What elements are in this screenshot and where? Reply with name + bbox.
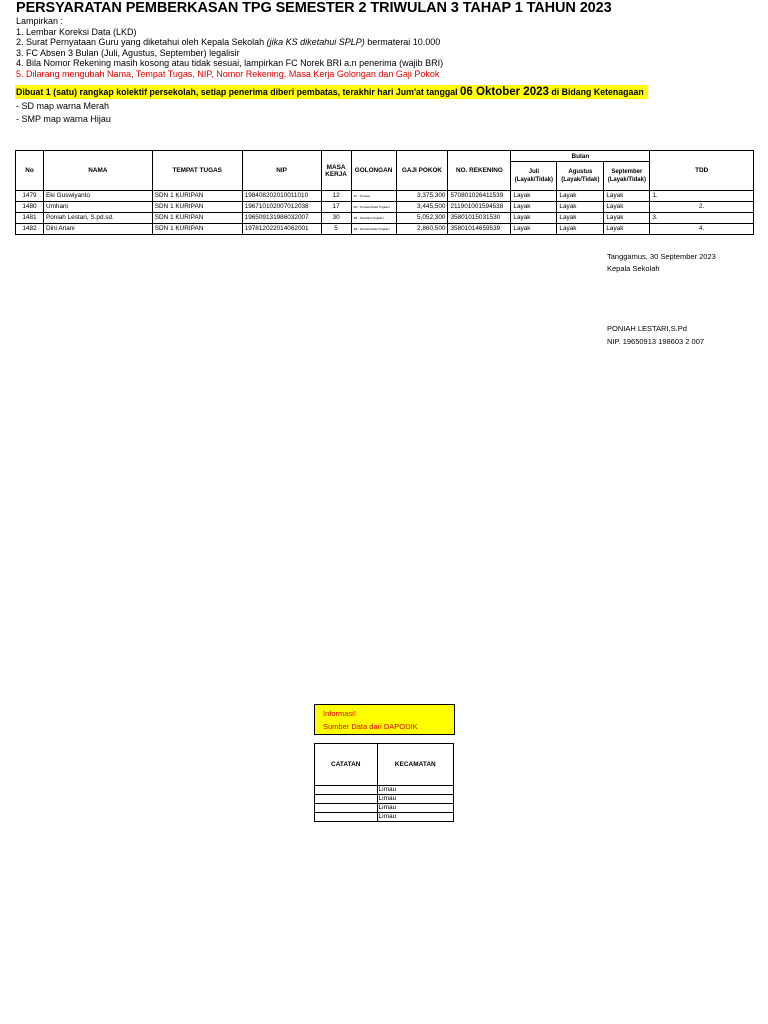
- row-status-september: Layak: [604, 213, 650, 224]
- row-golongan: 3C - Penata: [351, 191, 396, 202]
- catatan-row: [315, 795, 454, 804]
- row-masa-kerja: 17: [321, 202, 351, 213]
- header-kecamatan: KECAMATAN: [377, 744, 453, 786]
- map-color-notes: [16, 100, 111, 125]
- attachment-item-3: 3. FC Absen 3 Bulan (Juli, Agustus, September) legalisir: [16, 47, 240, 58]
- attachment-item-2-text: 2. Surat Pernyataan Guru yang diketahui oleh Kepala Sekolah: [16, 37, 267, 48]
- row-status-agustus: Layak: [557, 191, 604, 202]
- table-row: [16, 202, 754, 213]
- header-no-rekening: NO. REKENING: [448, 151, 511, 191]
- row-status-september: Layak: [604, 224, 650, 235]
- row-tempat-tugas: SDN 1 KURIPAN: [152, 191, 242, 202]
- row-tempat-tugas: SDN 1 KURIPAN: [152, 213, 242, 224]
- header-september: September (Layak/Tidak): [604, 162, 650, 191]
- row-status-agustus: Layak: [557, 213, 604, 224]
- row-no-rekening: 211901001594538: [448, 202, 511, 213]
- attachment-item-2-note: (jika KS diketahui SPLP): [266, 37, 365, 48]
- row-no: 1480: [16, 202, 44, 213]
- row-nip: 196509131986032007: [242, 213, 321, 224]
- header-gaji-pokok: GAJI POKOK: [396, 151, 448, 191]
- header-bulan: Bulan: [511, 151, 650, 162]
- row-status-agustus: Layak: [557, 202, 604, 213]
- row-gaji-pokok: 3,375,300: [396, 191, 448, 202]
- row-masa-kerja: 12: [321, 191, 351, 202]
- row-no-rekening: 35801015031530: [448, 213, 511, 224]
- document-title: PERSYARATAN PEMBERKASAN TPG SEMESTER 2 TRIWULAN 3 TAHAP 1 TAHUN 2023: [16, 0, 612, 16]
- smp-map-note: - SMP map warna Hijau: [16, 113, 111, 124]
- attachment-item-1: 1. Lembar Koreksi Data (LKD): [16, 26, 137, 37]
- row-status-juli: Layak: [511, 202, 557, 213]
- row-golongan: 4B - Pembina Tingkat I: [351, 213, 396, 224]
- signature-name: PONIAH LESTARI,S.Pd: [607, 324, 687, 333]
- catatan-row: [315, 804, 454, 813]
- header-tempat-tugas: TEMPAT TUGAS: [152, 151, 242, 191]
- attachment-item-2-suffix: bermaterai 10.000: [364, 37, 441, 48]
- teacher-table: [15, 150, 754, 235]
- catatan-cell-kecamatan: Limau: [377, 813, 453, 822]
- catatan-row: [315, 813, 454, 822]
- catatan-cell-catatan: [315, 795, 378, 804]
- header-tdd: TDD: [650, 151, 754, 191]
- sd-map-note: - SD map warna Merah: [16, 101, 110, 111]
- header-nip: NIP: [242, 151, 321, 191]
- attachments-heading: Lampirkan :: [16, 16, 64, 26]
- header-nama: NAMA: [43, 151, 152, 191]
- catatan-cell-catatan: [315, 786, 378, 795]
- row-status-september: Layak: [604, 202, 650, 213]
- deadline-notice-text: Dibuat 1 (satu) rangkap kolektif persekolah, setiap penerima diberi pembatas, terakhir hari Jum'at tanggal: [16, 87, 461, 97]
- row-nama: Dini Ariani: [43, 224, 152, 235]
- deadline-notice: [15, 85, 648, 99]
- row-status-juli: Layak: [511, 191, 557, 202]
- row-nip: 197812022014062001: [242, 224, 321, 235]
- row-tdd: 4.: [650, 224, 754, 235]
- row-no: 1479: [16, 191, 44, 202]
- info-box: [314, 704, 455, 735]
- catatan-cell-kecamatan: Limau: [377, 804, 453, 813]
- catatan-row: [315, 786, 454, 795]
- table-row: [16, 191, 754, 202]
- catatan-cell-catatan: [315, 804, 378, 813]
- header-golongan: GOLONGAN: [351, 151, 396, 191]
- info-box-title: Informasi!: [323, 709, 356, 718]
- row-tempat-tugas: SDN 1 KURIPAN: [152, 202, 242, 213]
- table-row: [16, 213, 754, 224]
- header-agustus: Agustus (Layak/Tidak): [557, 162, 604, 191]
- deadline-location: di Bidang Ketenagaan: [548, 87, 644, 97]
- catatan-cell-kecamatan: Limau: [377, 786, 453, 795]
- row-no-rekening: 570801026411539: [448, 191, 511, 202]
- signature-place-date: Tanggamus, 30 September 2023: [607, 252, 716, 261]
- row-tdd: 2.: [650, 202, 754, 213]
- row-tdd: 3.: [650, 213, 754, 224]
- catatan-cell-catatan: [315, 813, 378, 822]
- table-row: [16, 224, 754, 235]
- attachment-item-4: 4. Bila Nomor Rekening masih kosong atau tidak sesuai, lampirkan FC Norek BRI a.n penerima (wajib BRI): [16, 58, 444, 69]
- header-catatan: CATATAN: [315, 744, 378, 786]
- row-tdd: 1.: [650, 191, 754, 202]
- row-nip: 198408202010011010: [242, 191, 321, 202]
- row-golongan: 3B - Penata Muda Tingkat I: [351, 224, 396, 235]
- signature-role: Kepala Sekolah: [607, 264, 660, 273]
- row-no: 1482: [16, 224, 44, 235]
- row-masa-kerja: 30: [321, 213, 351, 224]
- header-juli: Juli (Layak/Tidak): [511, 162, 557, 191]
- row-gaji-pokok: 3,445,500: [396, 202, 448, 213]
- row-status-juli: Layak: [511, 213, 557, 224]
- row-tempat-tugas: SDN 1 KURIPAN: [152, 224, 242, 235]
- row-golongan: 3D - Penata Muda Tingkat I: [351, 202, 396, 213]
- row-nama: Poniah Lestari, S.pd.sd.: [43, 213, 152, 224]
- row-no: 1481: [16, 213, 44, 224]
- attachment-item-2: [16, 37, 443, 48]
- deadline-date: 06 Oktober 2023: [460, 86, 549, 98]
- catatan-table: [314, 743, 454, 822]
- row-no-rekening: 35801014659539: [448, 224, 511, 235]
- row-gaji-pokok: 5,052,300: [396, 213, 448, 224]
- header-masa-kerja: MASA KERJA: [321, 151, 351, 191]
- info-box-source: Sumber Data dari DAPODIK: [323, 721, 418, 731]
- row-gaji-pokok: 2,860,500: [396, 224, 448, 235]
- signature-nip: NIP. 19650913 198603 2 007: [607, 337, 705, 346]
- row-status-juli: Layak: [511, 224, 557, 235]
- catatan-cell-kecamatan: Limau: [377, 795, 453, 804]
- row-status-september: Layak: [604, 191, 650, 202]
- row-status-agustus: Layak: [557, 224, 604, 235]
- header-no: No: [16, 151, 44, 191]
- row-masa-kerja: 5: [321, 224, 351, 235]
- row-nama: Eki Guswiyanto: [43, 191, 152, 202]
- row-nip: 196710102007012038: [242, 202, 321, 213]
- row-nama: Umhani: [43, 202, 152, 213]
- attachment-item-5-warning: 5. Dilarang mengubah Nama, Tempat Tugas, NIP, Nomor Rekening, Masa Kerja Golongan dan Gaji Pokok: [16, 68, 440, 79]
- attachment-requirements: [16, 16, 443, 80]
